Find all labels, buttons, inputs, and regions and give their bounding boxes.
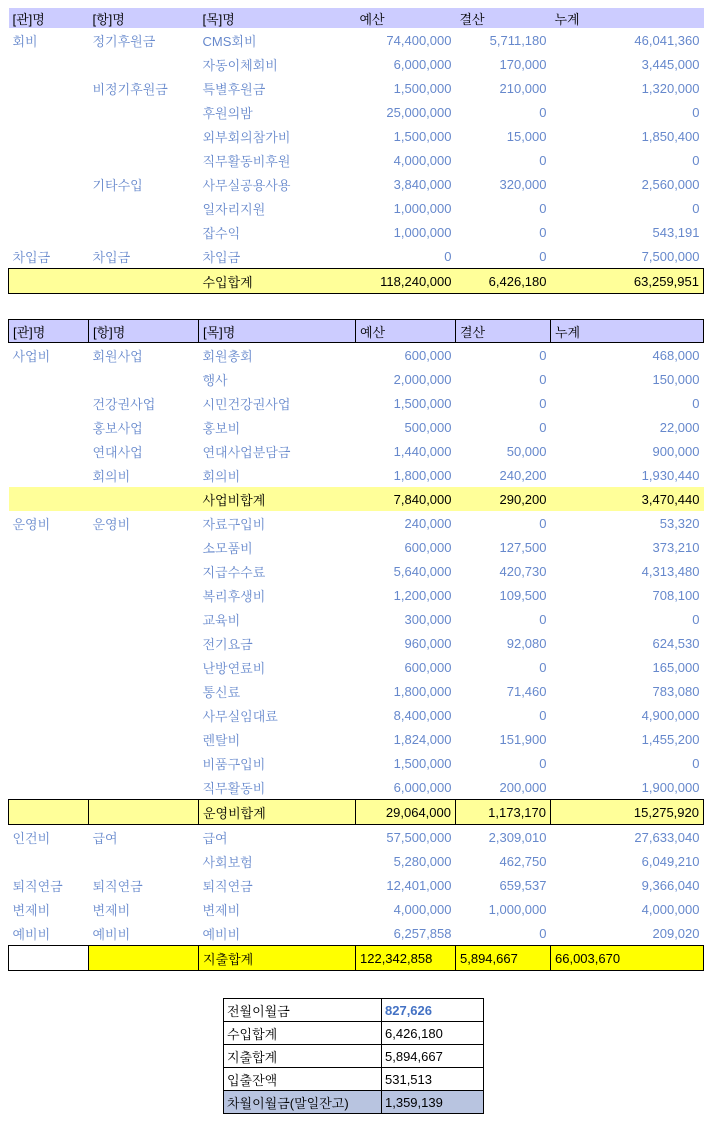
amount-cell: 0 [539, 707, 547, 723]
amount-cell: 1,500,000 [393, 395, 452, 411]
label-cell [9, 727, 89, 751]
label-cell: 사업비합계 [199, 487, 356, 511]
income-table-header [9, 8, 704, 28]
label-cell: 퇴직연금 [92, 878, 143, 894]
label-cell: 예비비 [202, 926, 241, 942]
label-cell: 외부회의참가비 [202, 129, 291, 145]
amount-cell: 240,000 [404, 515, 452, 531]
amount-cell: 0 [692, 611, 700, 627]
label-cell: 통신료 [202, 684, 241, 700]
label-cell: 사회보험 [202, 854, 253, 870]
label-cell: 차입금 [202, 249, 241, 265]
label-cell: 복리후생비 [202, 588, 266, 604]
label-cell: 후원의밤 [202, 105, 253, 121]
amount-cell: 0 [692, 200, 700, 216]
amount-cell: 500,000 [404, 419, 452, 435]
label-cell [89, 946, 199, 971]
amount-cell: 1,800,000 [393, 467, 452, 483]
label-cell [9, 415, 89, 439]
table-row [9, 244, 704, 269]
amount-cell: 74,400,000 [386, 32, 452, 48]
total-row [9, 800, 704, 825]
amount-cell: 543,191 [652, 224, 700, 240]
expense-table-body [9, 343, 704, 971]
amount-cell: 0 [539, 347, 547, 363]
amount-cell: 5,280,000 [393, 853, 452, 869]
label-cell: 운영비 [12, 516, 51, 532]
amount-cell: 320,000 [499, 176, 547, 192]
amount-cell: 1,455,200 [641, 731, 700, 747]
label-cell: 차입금 [92, 249, 131, 265]
label-cell [89, 849, 199, 873]
label-cell [9, 607, 89, 631]
amount-cell: 1,824,000 [393, 731, 452, 747]
label-cell [89, 607, 199, 631]
amount-cell: 468,000 [652, 347, 700, 363]
label-cell [9, 148, 89, 172]
table-row [9, 751, 704, 775]
label-cell [9, 679, 89, 703]
amount-cell: 1,900,000 [641, 779, 700, 795]
label-cell: 직무활동비후원 [202, 153, 291, 169]
label-cell [9, 172, 89, 196]
label-cell [9, 124, 89, 148]
label-cell: 회비 [12, 33, 38, 49]
expense-table-header [9, 320, 704, 343]
label-cell: 일자리지원 [202, 201, 266, 217]
amount-cell: 624,530 [652, 635, 700, 651]
amount-cell: 1,000,000 [393, 200, 452, 216]
label-cell [89, 220, 199, 244]
table-row [9, 775, 704, 800]
amount-cell: 151,900 [499, 731, 547, 747]
label-cell [9, 800, 89, 825]
amount-cell: 15,000 [506, 128, 547, 144]
total-row [9, 946, 704, 971]
amount-cell: 783,080 [652, 683, 700, 699]
table-row [9, 124, 704, 148]
label-cell: 자료구입비 [202, 516, 266, 532]
amount-cell: 1,000,000 [488, 901, 547, 917]
amount-cell: 240,200 [499, 467, 547, 483]
table-row [9, 583, 704, 607]
label-cell: 지급수수료 [202, 564, 266, 580]
amount-cell: 0 [539, 755, 547, 771]
label-cell [89, 196, 199, 220]
amount-cell: 0 [539, 515, 547, 531]
label-cell [89, 751, 199, 775]
amount-cell: 373,210 [652, 539, 700, 555]
amount-cell: 0 [539, 152, 547, 168]
amount-cell: 53,320 [659, 515, 700, 531]
amount-cell: 1,500,000 [393, 128, 452, 144]
label-cell [9, 751, 89, 775]
label-cell [89, 631, 199, 655]
label-cell [9, 196, 89, 220]
summary-label-cell: 차월이월금(말일잔고) [224, 1091, 382, 1114]
table-row [9, 655, 704, 679]
label-cell: 연대사업 [92, 444, 143, 460]
amount-cell: 6,257,858 [393, 925, 452, 941]
column-header: 누계 [551, 320, 704, 343]
label-cell: 교육비 [202, 612, 241, 628]
amount-cell: 900,000 [652, 443, 700, 459]
amount-cell: 71,460 [506, 683, 547, 699]
amount-cell: 22,000 [659, 419, 700, 435]
label-cell: 소모품비 [202, 540, 253, 556]
summary-label-cell: 전월이월금 [224, 999, 382, 1022]
label-cell [9, 463, 89, 487]
label-cell: 예비비 [92, 926, 131, 942]
amount-cell: 0 [539, 371, 547, 387]
label-cell [89, 727, 199, 751]
amount-cell: 209,020 [652, 925, 700, 941]
label-cell [9, 775, 89, 800]
amount-cell: 600,000 [404, 347, 452, 363]
amount-cell: 0 [539, 224, 547, 240]
amount-cell: 5,711,180 [489, 32, 547, 48]
label-cell: 사무실임대료 [202, 708, 278, 724]
label-cell: 변제비 [92, 902, 131, 918]
label-cell [89, 679, 199, 703]
label-cell [9, 76, 89, 100]
label-cell [89, 703, 199, 727]
table-row [9, 220, 704, 244]
label-cell: 차입금 [12, 249, 51, 265]
amount-cell: 4,000,000 [393, 901, 452, 917]
summary-row [224, 999, 484, 1022]
amount-cell: 210,000 [499, 80, 547, 96]
amount-cell: 165,000 [652, 659, 700, 675]
header-row [9, 8, 704, 28]
header-row [9, 320, 704, 343]
label-cell: 회원총회 [202, 348, 253, 364]
amount-cell: 1,500,000 [393, 755, 452, 771]
column-header: 누계 [551, 8, 704, 28]
table-row [9, 727, 704, 751]
amount-cell: 0 [539, 925, 547, 941]
amount-cell: 3,445,000 [641, 56, 700, 72]
amount-cell: 1,930,440 [641, 467, 700, 483]
amount-cell: 118,240,000 [356, 269, 456, 294]
amount-cell: 1,320,000 [641, 80, 700, 96]
label-cell [9, 631, 89, 655]
amount-cell: 127,500 [499, 539, 547, 555]
label-cell [89, 800, 199, 825]
table-row [9, 607, 704, 631]
amount-cell: 1,440,000 [393, 443, 452, 459]
income-table [8, 8, 704, 294]
amount-cell: 0 [692, 104, 700, 120]
label-cell [9, 391, 89, 415]
amount-cell: 7,500,000 [641, 248, 700, 264]
table-row [9, 76, 704, 100]
label-cell [89, 148, 199, 172]
table-row [9, 343, 704, 368]
table-row [9, 559, 704, 583]
amount-cell: 5,640,000 [393, 563, 452, 579]
column-header: [항]명 [89, 320, 199, 343]
table-row [9, 631, 704, 655]
amount-cell: 2,560,000 [641, 176, 700, 192]
summary-table-body [224, 999, 484, 1114]
amount-cell: 1,800,000 [393, 683, 452, 699]
amount-cell: 9,366,040 [641, 877, 700, 893]
amount-cell: 25,000,000 [386, 104, 452, 120]
amount-cell: 2,309,010 [488, 829, 547, 845]
column-header: [목]명 [199, 320, 356, 343]
label-cell: 전기요금 [202, 636, 253, 652]
summary-value-cell: 1,359,139 [382, 1091, 484, 1114]
label-cell: 비정기후원금 [92, 81, 168, 97]
amount-cell: 0 [539, 395, 547, 411]
summary-value-cell: 531,513 [382, 1068, 484, 1091]
label-cell [9, 487, 89, 511]
summary-value-cell: 827,626 [382, 999, 484, 1022]
table-row [9, 52, 704, 76]
amount-cell: 1,000,000 [393, 224, 452, 240]
label-cell [9, 100, 89, 124]
label-cell [9, 655, 89, 679]
label-cell: CMS회비 [202, 33, 257, 49]
amount-cell: 6,426,180 [456, 269, 551, 294]
column-header: 결산 [456, 8, 551, 28]
table-row [9, 439, 704, 463]
amount-cell: 8,400,000 [393, 707, 452, 723]
label-cell: 사업비 [12, 348, 51, 364]
label-cell: 수입합계 [199, 269, 356, 294]
amount-cell: 57,500,000 [386, 829, 452, 845]
label-cell [9, 559, 89, 583]
label-cell [89, 124, 199, 148]
amount-cell: 150,000 [652, 371, 700, 387]
amount-cell: 1,200,000 [393, 587, 452, 603]
label-cell: 홍보사업 [92, 420, 143, 436]
label-cell: 연대사업분담금 [202, 444, 291, 460]
column-header: [목]명 [199, 8, 356, 28]
label-cell: 급여 [92, 830, 118, 846]
label-cell [9, 535, 89, 559]
table-row [9, 921, 704, 946]
table-row [9, 873, 704, 897]
amount-cell: 960,000 [404, 635, 452, 651]
amount-cell: 7,840,000 [356, 487, 456, 511]
table-row [9, 148, 704, 172]
amount-cell: 15,275,920 [551, 800, 704, 825]
amount-cell: 600,000 [404, 539, 452, 555]
label-cell: 회의비 [202, 468, 241, 484]
amount-cell: 122,342,858 [356, 946, 456, 971]
amount-cell: 63,259,951 [551, 269, 704, 294]
label-cell [9, 220, 89, 244]
amount-cell: 0 [539, 659, 547, 675]
label-cell [9, 52, 89, 76]
table-row [9, 849, 704, 873]
label-cell [9, 849, 89, 873]
table-row [9, 367, 704, 391]
label-cell [9, 703, 89, 727]
column-header: 결산 [456, 320, 551, 343]
label-cell [89, 535, 199, 559]
monthly-balance-summary-table [223, 998, 484, 1114]
label-cell [89, 269, 199, 294]
summary-label-cell: 지출합계 [224, 1045, 382, 1068]
label-cell [89, 559, 199, 583]
label-cell: 건강권사업 [92, 396, 156, 412]
total-row [9, 269, 704, 294]
label-cell [9, 946, 89, 971]
amount-cell: 109,500 [499, 587, 547, 603]
amount-cell: 46,041,360 [634, 32, 700, 48]
amount-cell: 3,470,440 [551, 487, 704, 511]
amount-cell: 1,500,000 [393, 80, 452, 96]
total-row [9, 487, 704, 511]
summary-value-cell: 6,426,180 [382, 1022, 484, 1045]
label-cell [89, 583, 199, 607]
amount-cell: 27,633,040 [634, 829, 700, 845]
summary-row [224, 1022, 484, 1045]
table-row [9, 679, 704, 703]
label-cell: 사무실공용사용 [202, 177, 291, 193]
summary-row [224, 1068, 484, 1091]
label-cell [9, 583, 89, 607]
label-cell: 비품구입비 [202, 756, 266, 772]
amount-cell: 66,003,670 [551, 946, 704, 971]
table-row [9, 28, 704, 52]
table-row [9, 172, 704, 196]
label-cell: 행사 [202, 372, 228, 388]
label-cell [89, 775, 199, 800]
table-row [9, 511, 704, 535]
amount-cell: 0 [539, 611, 547, 627]
label-cell: 급여 [202, 830, 228, 846]
label-cell: 퇴직연금 [202, 878, 253, 894]
table-row [9, 415, 704, 439]
income-table-body [9, 28, 704, 294]
table-row [9, 703, 704, 727]
expense-table [8, 319, 704, 971]
summary-label-cell: 수입합계 [224, 1022, 382, 1045]
amount-cell: 4,000,000 [641, 901, 700, 917]
table-row [9, 100, 704, 124]
amount-cell: 6,000,000 [393, 779, 452, 795]
label-cell: 잡수익 [202, 225, 241, 241]
summary-label-cell: 입출잔액 [224, 1068, 382, 1091]
amount-cell: 0 [539, 200, 547, 216]
label-cell: 지출합계 [199, 946, 356, 971]
label-cell [9, 269, 89, 294]
label-cell: 기타수입 [92, 177, 143, 193]
amount-cell: 92,080 [506, 635, 547, 651]
label-cell: 회원사업 [92, 348, 143, 364]
amount-cell: 659,537 [499, 877, 547, 893]
amount-cell: 0 [692, 152, 700, 168]
amount-cell: 4,313,480 [641, 563, 700, 579]
label-cell: 정기후원금 [92, 33, 156, 49]
label-cell: 회의비 [92, 468, 131, 484]
amount-cell: 600,000 [404, 659, 452, 675]
summary-value-cell: 5,894,667 [382, 1045, 484, 1068]
table-row [9, 391, 704, 415]
table-row [9, 897, 704, 921]
label-cell: 자동이체회비 [202, 57, 278, 73]
table-row [9, 463, 704, 487]
amount-cell: 29,064,000 [356, 800, 456, 825]
amount-cell: 0 [539, 248, 547, 264]
amount-cell: 1,173,170 [456, 800, 551, 825]
amount-cell: 420,730 [499, 563, 547, 579]
amount-cell: 6,049,210 [641, 853, 700, 869]
label-cell [89, 100, 199, 124]
label-cell [89, 655, 199, 679]
table-row [9, 825, 704, 850]
label-cell: 직무활동비 [202, 780, 266, 796]
amount-cell: 12,401,000 [386, 877, 452, 893]
column-header: [관]명 [9, 8, 89, 28]
label-cell [89, 52, 199, 76]
label-cell: 운영비합계 [199, 800, 356, 825]
amount-cell: 50,000 [506, 443, 547, 459]
table-row [9, 196, 704, 220]
summary-row [224, 1045, 484, 1068]
label-cell: 예비비 [12, 926, 51, 942]
label-cell: 렌탈비 [202, 732, 241, 748]
amount-cell: 0 [539, 104, 547, 120]
amount-cell: 300,000 [404, 611, 452, 627]
amount-cell: 4,900,000 [641, 707, 700, 723]
amount-cell: 2,000,000 [393, 371, 452, 387]
amount-cell: 0 [444, 248, 452, 264]
amount-cell: 6,000,000 [393, 56, 452, 72]
column-header: 예산 [356, 320, 456, 343]
label-cell: 변제비 [12, 902, 51, 918]
label-cell [89, 487, 199, 511]
amount-cell: 170,000 [499, 56, 547, 72]
amount-cell: 708,100 [652, 587, 700, 603]
label-cell: 특별후원금 [202, 81, 266, 97]
label-cell [9, 439, 89, 463]
amount-cell: 200,000 [499, 779, 547, 795]
amount-cell: 5,894,667 [456, 946, 551, 971]
label-cell: 홍보비 [202, 420, 241, 436]
amount-cell: 3,840,000 [393, 176, 452, 192]
column-header: [관]명 [9, 320, 89, 343]
label-cell: 퇴직연금 [12, 878, 63, 894]
label-cell [9, 367, 89, 391]
amount-cell: 0 [539, 419, 547, 435]
label-cell: 변제비 [202, 902, 241, 918]
column-header: [항]명 [89, 8, 199, 28]
label-cell: 인건비 [12, 830, 51, 846]
label-cell: 난방연료비 [202, 660, 266, 676]
amount-cell: 462,750 [499, 853, 547, 869]
amount-cell: 0 [692, 755, 700, 771]
label-cell: 시민건강권사업 [202, 396, 291, 412]
label-cell [89, 367, 199, 391]
amount-cell: 290,200 [456, 487, 551, 511]
table-row [9, 535, 704, 559]
amount-cell: 1,850,400 [641, 128, 700, 144]
column-header: 예산 [356, 8, 456, 28]
amount-cell: 4,000,000 [393, 152, 452, 168]
amount-cell: 0 [692, 395, 700, 411]
summary-row [224, 1091, 484, 1114]
label-cell: 운영비 [92, 516, 131, 532]
